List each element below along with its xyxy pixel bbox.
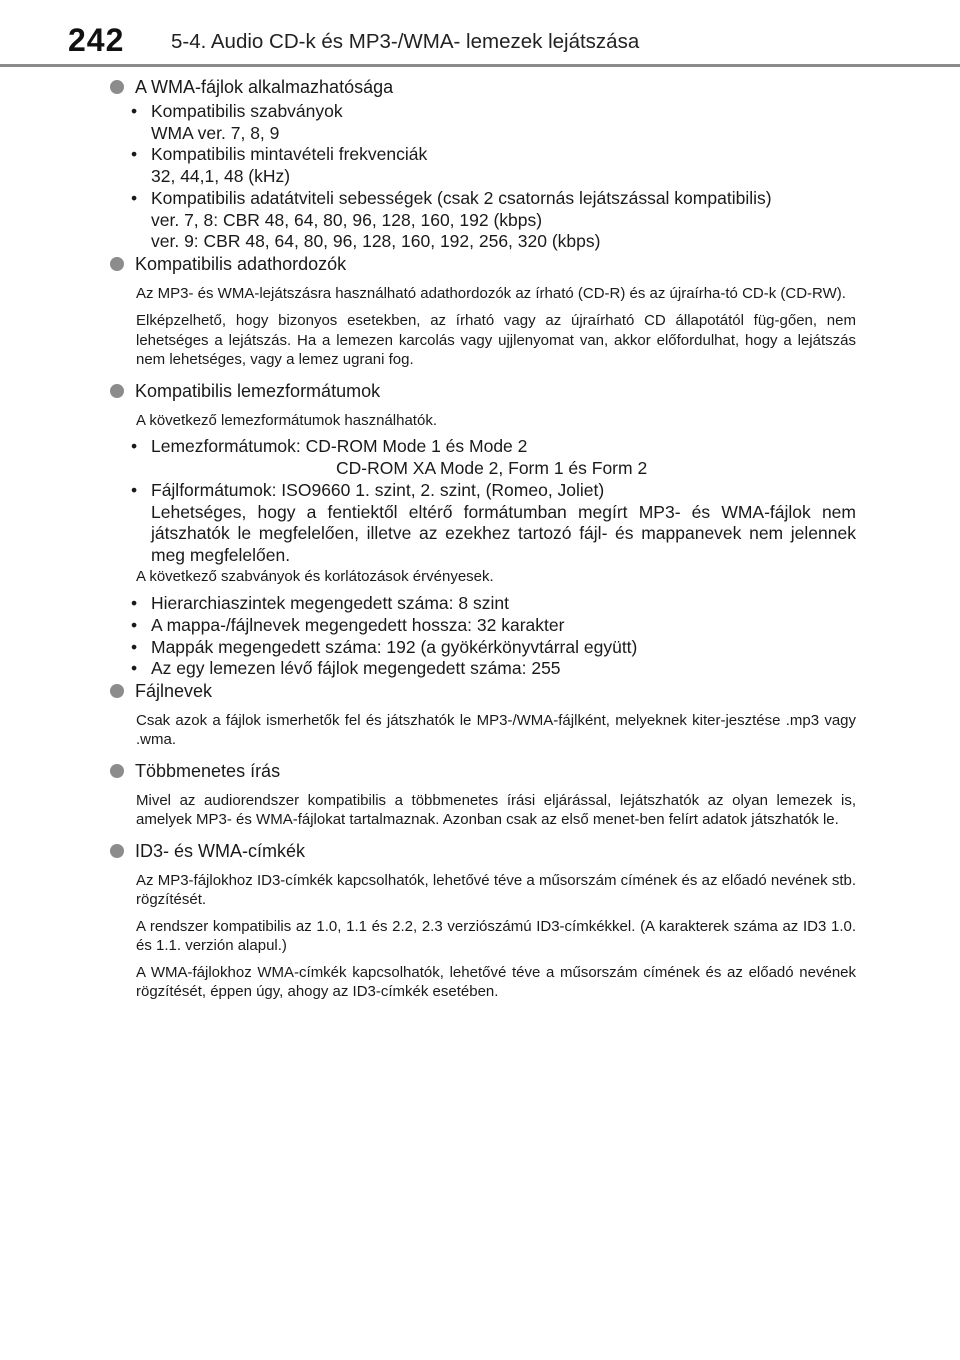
page-content xyxy=(108,76,856,1006)
section-filenames xyxy=(108,680,856,760)
list-item: • Kompatibilis adatátviteli sebességek (csak 2 csatornás lejátszással kompatibilis) ver. 7, 8: CBR 48, 64, 80, 96, 128, 160, 192 (kbps) ver. 9: CBR 48, 64, 80, 96, 128, 160, 192, 256, 320 (kbps) xyxy=(131,187,772,252)
bullet-dot-icon xyxy=(110,384,124,398)
page-number: 242 xyxy=(68,22,125,58)
bullet-dot-icon xyxy=(110,844,124,858)
bullet-icon: • xyxy=(131,593,138,614)
list-item: • Lemezformátumok: CD-ROM Mode 1 és Mode 2 CD-ROM XA Mode 2, Form 1 és Form 2 xyxy=(131,436,648,479)
bullet-dot-icon xyxy=(110,80,124,94)
page-header xyxy=(0,0,960,70)
section-heading: ID3- és WMA-címkék xyxy=(108,840,856,862)
section-wma xyxy=(108,76,856,253)
bullet-icon: • xyxy=(131,614,138,635)
section-tags xyxy=(108,840,856,1002)
paragraph: A rendszer kompatibilis az 1.0, 1.1 és 2.2, 2.3 verziószámú ID3-címkékkel. (A karakterek száma az ID3 1.0. és 1.1. verzión alapul.) xyxy=(136,917,856,955)
section-media xyxy=(108,253,856,380)
bullet-icon: • xyxy=(131,144,138,165)
bullet-icon: • xyxy=(131,436,138,457)
section-heading: Fájlnevek xyxy=(108,680,856,702)
list-item: • Mappák megengedett száma: 192 (a gyökérkönyvtárral együtt) xyxy=(131,636,638,657)
section-heading: A WMA-fájlok alkalmazhatósága xyxy=(108,76,856,98)
paragraph: Az MP3- és WMA-lejátszásra használható adathordozók az írható (CD-R) és az újraírha-tó CD-k (CD-RW). xyxy=(136,284,846,302)
header-divider xyxy=(0,64,960,67)
bullet-dot-icon xyxy=(110,764,124,778)
limits-list xyxy=(128,593,856,680)
bullet-icon: • xyxy=(131,187,138,208)
paragraph: Csak azok a fájlok ismerhetők fel és játszhatók le MP3-/WMA-fájlként, melyeknek kiter-jesztése .mp3 vagy .wma. xyxy=(136,711,856,749)
section-heading: Kompatibilis lemezformátumok xyxy=(108,380,856,402)
list-item: • Kompatibilis mintavételi frekvenciák 32, 44,1, 48 (kHz) xyxy=(131,144,428,187)
list-item: • Fájlformátumok: ISO9660 1. szint, 2. szint, (Romeo, Joliet) Lehetséges, hogy a fentiektől eltérő formátumban megírt MP3- és WMA-fájlok nem játszhatók le megfelelően, illetve az ezekhez tartozó fájl- és mappanevek nem jelennek meg megfelelően. xyxy=(131,479,856,565)
item-list xyxy=(128,101,856,253)
bullet-dot-icon xyxy=(110,684,124,698)
bullet-icon: • xyxy=(131,658,138,679)
bullet-icon: • xyxy=(131,101,138,121)
list-item: • Kompatibilis szabványok WMA ver. 7, 8, 9 xyxy=(131,101,343,143)
bullet-icon: • xyxy=(131,479,138,500)
paragraph: A következő lemezformátumok használhatók. xyxy=(136,411,437,429)
list-item: • Az egy lemezen lévő fájlok megengedett száma: 255 xyxy=(131,658,561,679)
header-title: 5-4. Audio CD-k és MP3-/WMA- lemezek lejátszása xyxy=(171,30,640,53)
paragraph: A következő szabványok és korlátozások érvényesek. xyxy=(136,567,494,585)
paragraph: Mivel az audiorendszer kompatibilis a többmenetes írási eljárással, lejátszhatók az olyan lemezek is, amelyek MP3- és WMA-fájlokat tartalmaznak. Azonban csak az első menet-ben felírt adatok játszhatók le. xyxy=(136,791,856,829)
paragraph: Elképzelhető, hogy bizonyos esetekben, az írható vagy az újraírható CD állapotától füg-gően, nem lehetséges a lejátszás. Ha a lemezen karcolás vagy ujjlenyomat van, akkor előfordulhat, hogy a lejátszás nem lehetséges, vagy a lemez ugrani fog. xyxy=(136,312,856,369)
bullet-dot-icon xyxy=(110,257,124,271)
paragraph: Az MP3-fájlokhoz ID3-címkék kapcsolhatók, lehetővé téve a műsorszám címének és az előadó nevének stb. rögzítését. xyxy=(136,871,856,909)
list-item: • A mappa-/fájlnevek megengedett hossza: 32 karakter xyxy=(131,614,565,635)
section-heading: Többmenetes írás xyxy=(108,760,856,782)
section-multisession xyxy=(108,760,856,840)
paragraph: A WMA-fájlokhoz WMA-címkék kapcsolhatók, lehetővé téve a műsorszám címének és az előadó nevének rögzítését, éppen úgy, ahogy az ID3-címkék esetében. xyxy=(136,963,856,1001)
section-formats xyxy=(108,380,856,680)
section-heading: Kompatibilis adathordozók xyxy=(108,253,856,275)
list-item: • Hierarchiaszintek megengedett száma: 8 szint xyxy=(131,593,509,614)
bullet-icon: • xyxy=(131,636,138,657)
item-list xyxy=(128,436,856,566)
